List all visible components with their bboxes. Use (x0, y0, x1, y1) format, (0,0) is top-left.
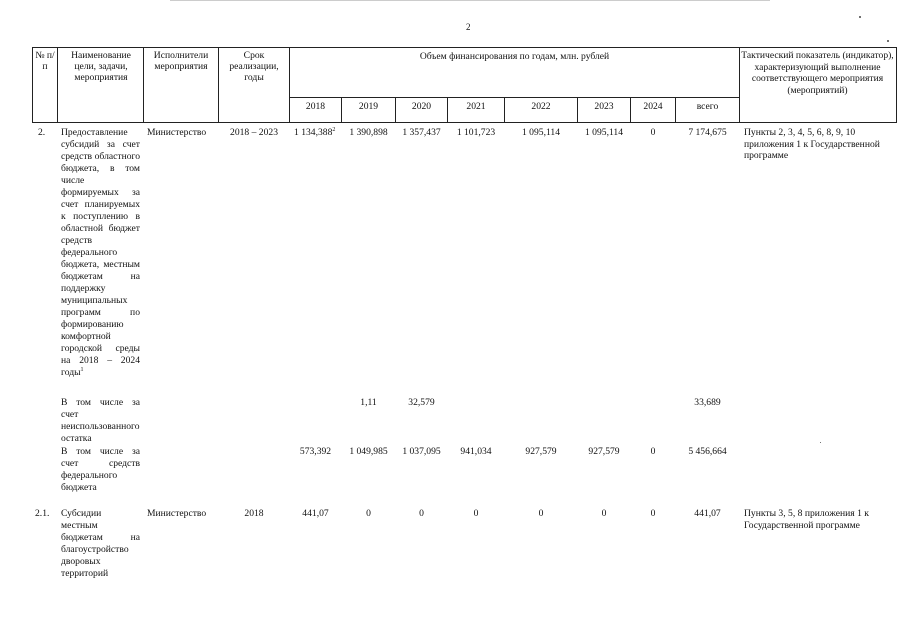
row-value: 0 (366, 508, 371, 519)
row-term: 2018 – 2023 (230, 127, 278, 138)
row-value: 1 095,114 (584, 127, 624, 138)
row-value: 441,07 (302, 508, 329, 519)
row-value: 0 (419, 508, 424, 519)
header-indicator: Тактический показатель (индикатор), характеризующий выполнение соответствующего мероприятия (мероприятий) (741, 50, 894, 96)
header-term: Срок реализации, годы (229, 50, 279, 83)
header-year: 2022 (531, 101, 551, 112)
header-year: 2021 (466, 101, 486, 112)
row-value: 32,579 (408, 397, 435, 408)
header-year: 2024 (643, 101, 663, 112)
scan-edge-line (170, 0, 770, 1)
footnote-mark: 2 (332, 126, 336, 133)
header-year: 2019 (358, 101, 379, 112)
row-value: 0 (601, 508, 607, 519)
row-value: 1,11 (360, 397, 377, 408)
row-name: В том числе за счет неиспользованного остатка (61, 397, 140, 444)
row-value: 1 390,898 (349, 127, 388, 138)
row-indicator: Пункты 2, 3, 4, 5, 6, 8, 9, 10 приложения 1 к Государственной программе (744, 127, 880, 161)
row-num: 2. (38, 127, 46, 138)
header-name: Наименование цели, задачи, мероприятия (71, 50, 131, 83)
header-num: № п/п (35, 50, 55, 72)
row-value-total: 5 456,664 (688, 446, 727, 457)
row-value: 0 (650, 127, 656, 138)
row-name: Предоставление субсидий за счет средств областного бюджета, в том числе формируемых за счет планируемых к поступлению в областной бюджет средств федерального бюджета, местным бюджетам на поддержку муниципальных программ по формированию комфортной городской среды на 2018 – 2024 годы (61, 127, 140, 378)
row-value: 0 (650, 446, 656, 457)
row-value: 1 095,114 (521, 127, 561, 138)
row-value-total: 441,07 (694, 508, 721, 519)
header-year: 2020 (411, 101, 432, 112)
scan-speck (820, 442, 821, 443)
row-value: 1 049,985 (349, 446, 388, 457)
row-executor: Министерство (147, 508, 207, 519)
row-value: 0 (538, 508, 544, 519)
header-executors: Исполнители мероприятия (153, 50, 209, 72)
row-value: 941,034 (460, 446, 492, 457)
row-value-total: 7 174,675 (688, 127, 727, 138)
header-funding: Объем финансирования по годам, млн. рублей (419, 51, 610, 62)
row-value: 573,392 (299, 446, 332, 457)
row-value: 1 101,723 (456, 127, 496, 138)
row-num: 2.1. (35, 508, 50, 519)
footnote-mark: 1 (80, 366, 84, 373)
row-term: 2018 (244, 508, 264, 519)
row-value: 927,579 (588, 446, 620, 457)
row-name: Субсидии местным бюджетам на благоустройство дворовых территорий (61, 508, 140, 579)
row-name: В том числе за счет средств федерального бюджета (61, 446, 140, 493)
header-year: 2023 (594, 101, 614, 112)
row-indicator: Пункты 3, 5, 8 приложения 1 к Государственной программе (744, 508, 869, 531)
scan-speck (887, 40, 889, 42)
row-value: 927,579 (525, 446, 557, 457)
row-value: 0 (650, 508, 656, 519)
header-year: 2018 (305, 101, 326, 112)
row-value: 1 134,388 (294, 127, 333, 138)
row-value: 0 (473, 508, 479, 519)
row-executor: Министерство (147, 127, 207, 138)
row-value: 1 357,437 (402, 127, 441, 138)
row-value-total: 33,689 (694, 397, 721, 408)
row-value: 1 037,095 (402, 446, 441, 457)
page-number: 2 (466, 22, 471, 32)
scan-speck (859, 16, 861, 18)
header-year-total: всего (696, 101, 719, 112)
